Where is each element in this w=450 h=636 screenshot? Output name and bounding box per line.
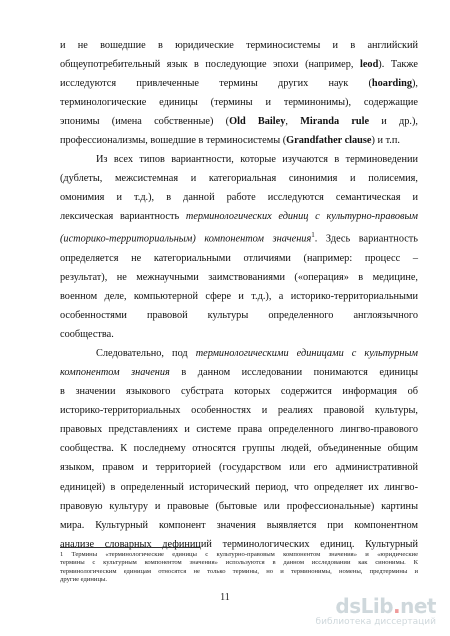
line: сообщества. К последнему относятся группы людей, объединенные общим (60, 443, 418, 455)
page-number: 11 (220, 592, 230, 603)
term-bold: Miranda rule (300, 116, 370, 128)
line: (историко-территориальным) компонентом значения$^1$. Здесь вариантность (60, 231, 418, 245)
watermark[interactable] (316, 596, 436, 628)
term-italic: (историко-территориальным) компонентом значения (60, 233, 312, 245)
footnote-line: другие единицы. (60, 575, 108, 583)
watermark-logo: dsLib.net (335, 594, 436, 618)
line: общеупотребительный язык в последующие эпохи (например, leod). Также (60, 59, 418, 71)
line: терминологические единицы (термины и терминонимы), содержащие (60, 97, 418, 109)
line: исследуются привлеченные термины других наук (hoarding), (60, 78, 418, 90)
line: лексическая вариантность терминологических единиц с культурно-правовым (60, 211, 418, 223)
line: Следовательно, под терминологическими единицами с культурным (96, 348, 418, 360)
line: профессионализмы, вошедшие в терминосистемы (Grandfather clause) и т.п. (60, 135, 400, 147)
line: результат), не межнаучными заимствованиями («операция» в медицине, (60, 271, 418, 283)
term-italic: компонентом значения (60, 367, 170, 379)
line: анализе словарных дефиниций терминологических единиц. Культурный (60, 538, 418, 550)
footnote-line: 1 Термины «терминологические единицы с культурно-правовым компонентом значения» и «юридические (60, 551, 418, 558)
line: языком, правом и территорией (государством или его административной (60, 462, 418, 474)
footnote (60, 551, 418, 584)
line: Из всех типов вариантности, которые изучаются в терминоведении (96, 154, 418, 166)
line: в значении языкового субстрата которых содержится информация об (60, 386, 418, 398)
body-text (60, 36, 418, 554)
line: (дублеты, межсистемная и категориальная синонимия и полисемия, (60, 173, 418, 185)
term-italic: терминологическими единицами с культурным (195, 348, 418, 360)
footnote-divider (60, 547, 200, 548)
line: военном деле, компьютерной сфере и т.д.), а историко-территориальными (60, 291, 418, 303)
line: сообщества. (60, 329, 114, 341)
line: мира. Культурный компонент значения выявляется при компонентном (60, 519, 418, 531)
term-bold: Grandfather clause (286, 135, 372, 147)
term-italic: терминологических единиц с культурно-правовым (185, 211, 418, 223)
line: особенностями правовой культуры определенного англоязычного (60, 310, 418, 322)
line: эпонимы (имена собственные) (Old Bailey, Miranda rule и др.), (60, 116, 418, 128)
line: историко-территориальных особенностях и реалиях правовой культуры, (60, 405, 418, 417)
line: единицей) в определенный исторический период, что определяет их лингво- (60, 481, 418, 493)
paragraph-1 (60, 36, 418, 150)
term-bold: hoarding (371, 78, 412, 90)
line: и не вошедшие в юридические терминосистемы и в английский (60, 40, 418, 51)
footnote-line: терминологическим единицам относятся не только термины, но и терминонимы, номены, предтермины и (60, 567, 418, 575)
line: определяется не категориальными отличиями (например: процесс – (60, 252, 418, 264)
paragraph-2 (60, 150, 418, 344)
term-bold: leod (359, 59, 379, 71)
line: правовую культуру и правовые (бытовые или профессиональные) картины (60, 500, 418, 512)
watermark-subtitle: библиотека диссертаций (315, 617, 436, 627)
paragraph-3 (60, 344, 418, 554)
footnote-line: термины с культурным компонентом значения» используются в данном исследовании как синонимы. К (60, 559, 418, 567)
footnote-ref[interactable]: 1 (311, 231, 315, 240)
line: компонентом значения в данном исследовании понимаются единицы (60, 367, 418, 379)
term-bold: Old Bailey (229, 116, 286, 128)
line: правовых представлениях и системе права определенного лингво-правового (60, 424, 418, 436)
line: омонимия и т.д.), в данной работе исследуются семантическая и (60, 192, 418, 204)
